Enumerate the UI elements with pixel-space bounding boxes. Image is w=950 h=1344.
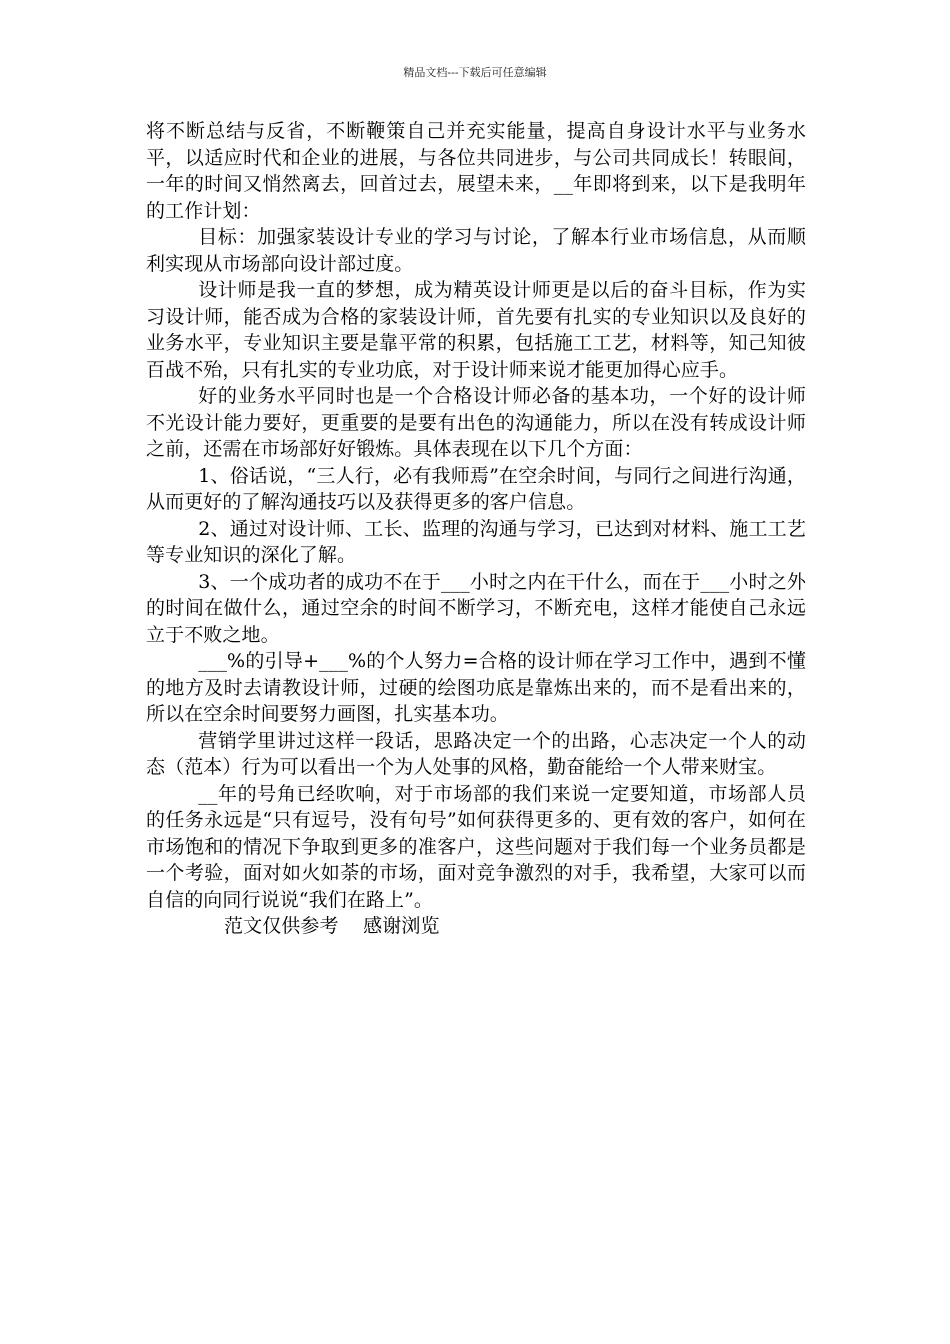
paragraph-item-3: 3、一个成功者的成功不在于___小时之内在干什么，而在于___小时之外的时间在做什么，通过空余的时间不断学习，不断充电，这样才能使自己永远立于不败之地。: [146, 570, 806, 646]
paragraph-item-2: 2、通过对设计师、工长、监理的沟通与学习，已达到对材料、施工工艺等专业知识的深化了解。: [146, 517, 806, 566]
paragraph-item-1: 1、俗话说，“三人行，必有我师焉”在空余时间，与同行之间进行沟通，从而更好的了解沟通技巧以及获得更多的客户信息。: [146, 464, 806, 513]
paragraph-marketing: 营销学里讲过这样一段话，思路决定一个的出路，心志决定一个人的动态（范本）行为可以看出一个为人处事的风格，勤奋能给一个人带来财宝。: [146, 729, 806, 778]
paragraph-1: 将不断总结与反省，不断鞭策自己并充实能量，提高自身设计水平与业务水平，以适应时代和企业的进展，与各位共同进步，与公司共同成长！转眼间，一年的时间又悄然离去，回首过去，展望未来，__年即将到来，以下是我明年的工作计划：: [146, 120, 806, 222]
paragraph-closing: __年的号角已经吹响，对于市场部的我们来说一定要知道，市场部人员的任务永远是“只有逗号，没有句号”如何获得更多的、更有效的客户，如何在市场饱和的情况下争取到更多的准客户，这些问题对于我们每一个业务员都是一个考验，面对如火如荼的市场，面对竞争激烈的对手，我希望，大家可以而自信的向同行说说“我们在路上”。: [146, 782, 806, 911]
footer-note: 范文仅供参考 感谢浏览: [224, 915, 440, 937]
paragraph-business-skill: 好的业务水平同时也是一个合格设计师必备的基本功，一个好的设计师不光设计能力要好，更重要的是要有出色的沟通能力，所以在没有转成设计师之前，还需在市场部好好锻炼。具体表现在以下几个方面：: [146, 385, 806, 460]
page-header: 精品文档---下载后可任意编辑: [403, 66, 547, 79]
paragraph-goal: 目标：加强家装设计专业的学习与讨论，了解本行业市场信息，从而顺利实现从市场部向设计部过度。: [146, 226, 806, 275]
document-body: [146, 118, 806, 940]
paragraph-guidance: ___%的引导+___%的个人努力=合格的设计师在学习工作中，遇到不懂的地方及时去请教设计师，过硬的绘图功底是靠炼出来的，而不是看出来的，所以在空余时间要努力画图，扎实基本功。: [146, 650, 806, 725]
paragraph-designer-dream: 设计师是我一直的梦想，成为精英设计师更是以后的奋斗目标，作为实习设计师，能否成为合格的家装设计师，首先要有扎实的专业知识以及良好的业务水平，专业知识主要是靠平常的积累，包括施工工艺，材料等，知己知彼百战不殆，只有扎实的专业功底，对于设计师来说才能更加得心应手。: [146, 279, 806, 381]
